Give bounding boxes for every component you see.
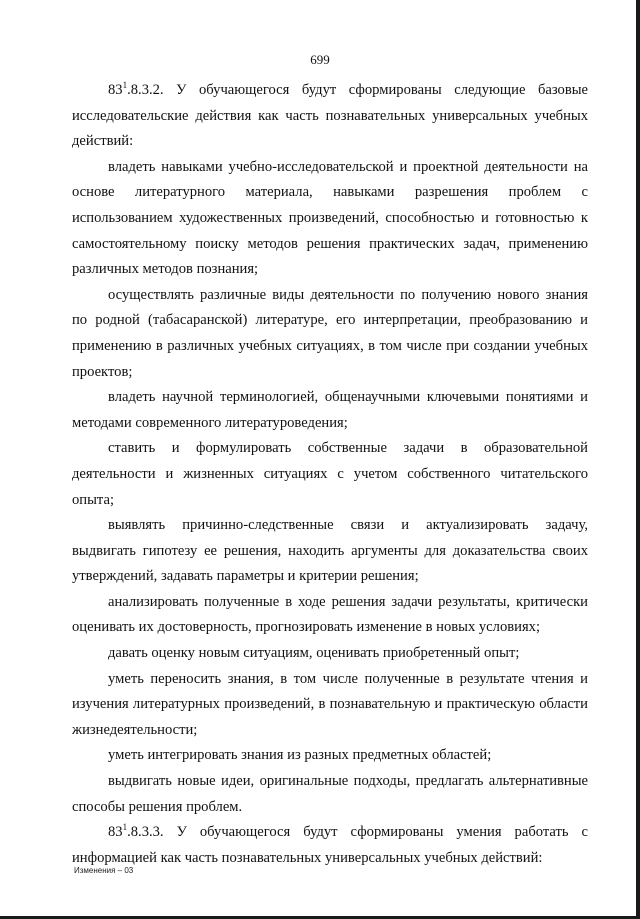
section-heading-83-1-8-3-3: [72, 820, 588, 871]
list-item: ставить и формулировать собственные задачи в образовательной деятельности и жизненных ситуациях с учетом собственного читательского опыта;: [72, 440, 588, 508]
list-item: выявлять причинно-следственные связи и актуализировать задачу, выдвигать гипотезу ее решения, находить аргументы для доказательства своих утверждений, задавать параметры и критерии решения;: [72, 517, 588, 585]
list-item: давать оценку новым ситуациям, оценивать приобретенный опыт;: [108, 645, 520, 662]
scan-edge-right: [636, 0, 640, 919]
section-number: $83^1.8.3.2$.: [108, 80, 164, 98]
list-item: владеть навыками учебно-исследовательской и проектной деятельности на основе литературного материала, навыками разрешения проблем с использованием художественных произведений, способностью и готовностью к самостоятельному поиску методов решения практических задач, применению различных методов познания;: [72, 158, 588, 278]
section-text: У обучающегося будут сформированы умения работать с информацией как часть познавательных универсальных учебных действий:: [72, 824, 588, 866]
page-number: 699: [310, 52, 330, 67]
list-item: уметь интегрировать знания из разных предметных областей;: [108, 747, 492, 764]
section-heading-83-1-8-3-2: [72, 78, 588, 155]
list-item: осуществлять различные виды деятельности по получению нового знания по родной (табасаранской) литературе, его интерпретации, преобразованию и применению в различных учебных ситуациях, в том числе при создании учебных проектов;: [72, 286, 588, 380]
list-item: выдвигать новые идеи, оригинальные подходы, предлагать альтернативные способы решения проблем.: [72, 773, 588, 815]
page-content: [72, 78, 588, 871]
section-number: $83^1.8.3.3$.: [108, 822, 164, 841]
list-item: владеть научной терминологией, общенаучными ключевыми понятиями и методами современного литературоведения;: [72, 389, 588, 431]
section-text: У обучающегося будут сформированы следующие базовые исследовательские действия как часть познавательных универсальных учебных действий:: [72, 82, 589, 150]
list-item: анализировать полученные в ходе решения задачи результаты, критически оценивать их достоверность, прогнозировать изменение в новых условиях;: [72, 593, 588, 636]
revision-footer: Изменения – 03: [74, 866, 134, 875]
list-item: уметь переносить знания, в том числе полученные в результате чтения и изучения литературных произведений, в познавательную и практическую области жизнедеятельности;: [72, 670, 588, 738]
